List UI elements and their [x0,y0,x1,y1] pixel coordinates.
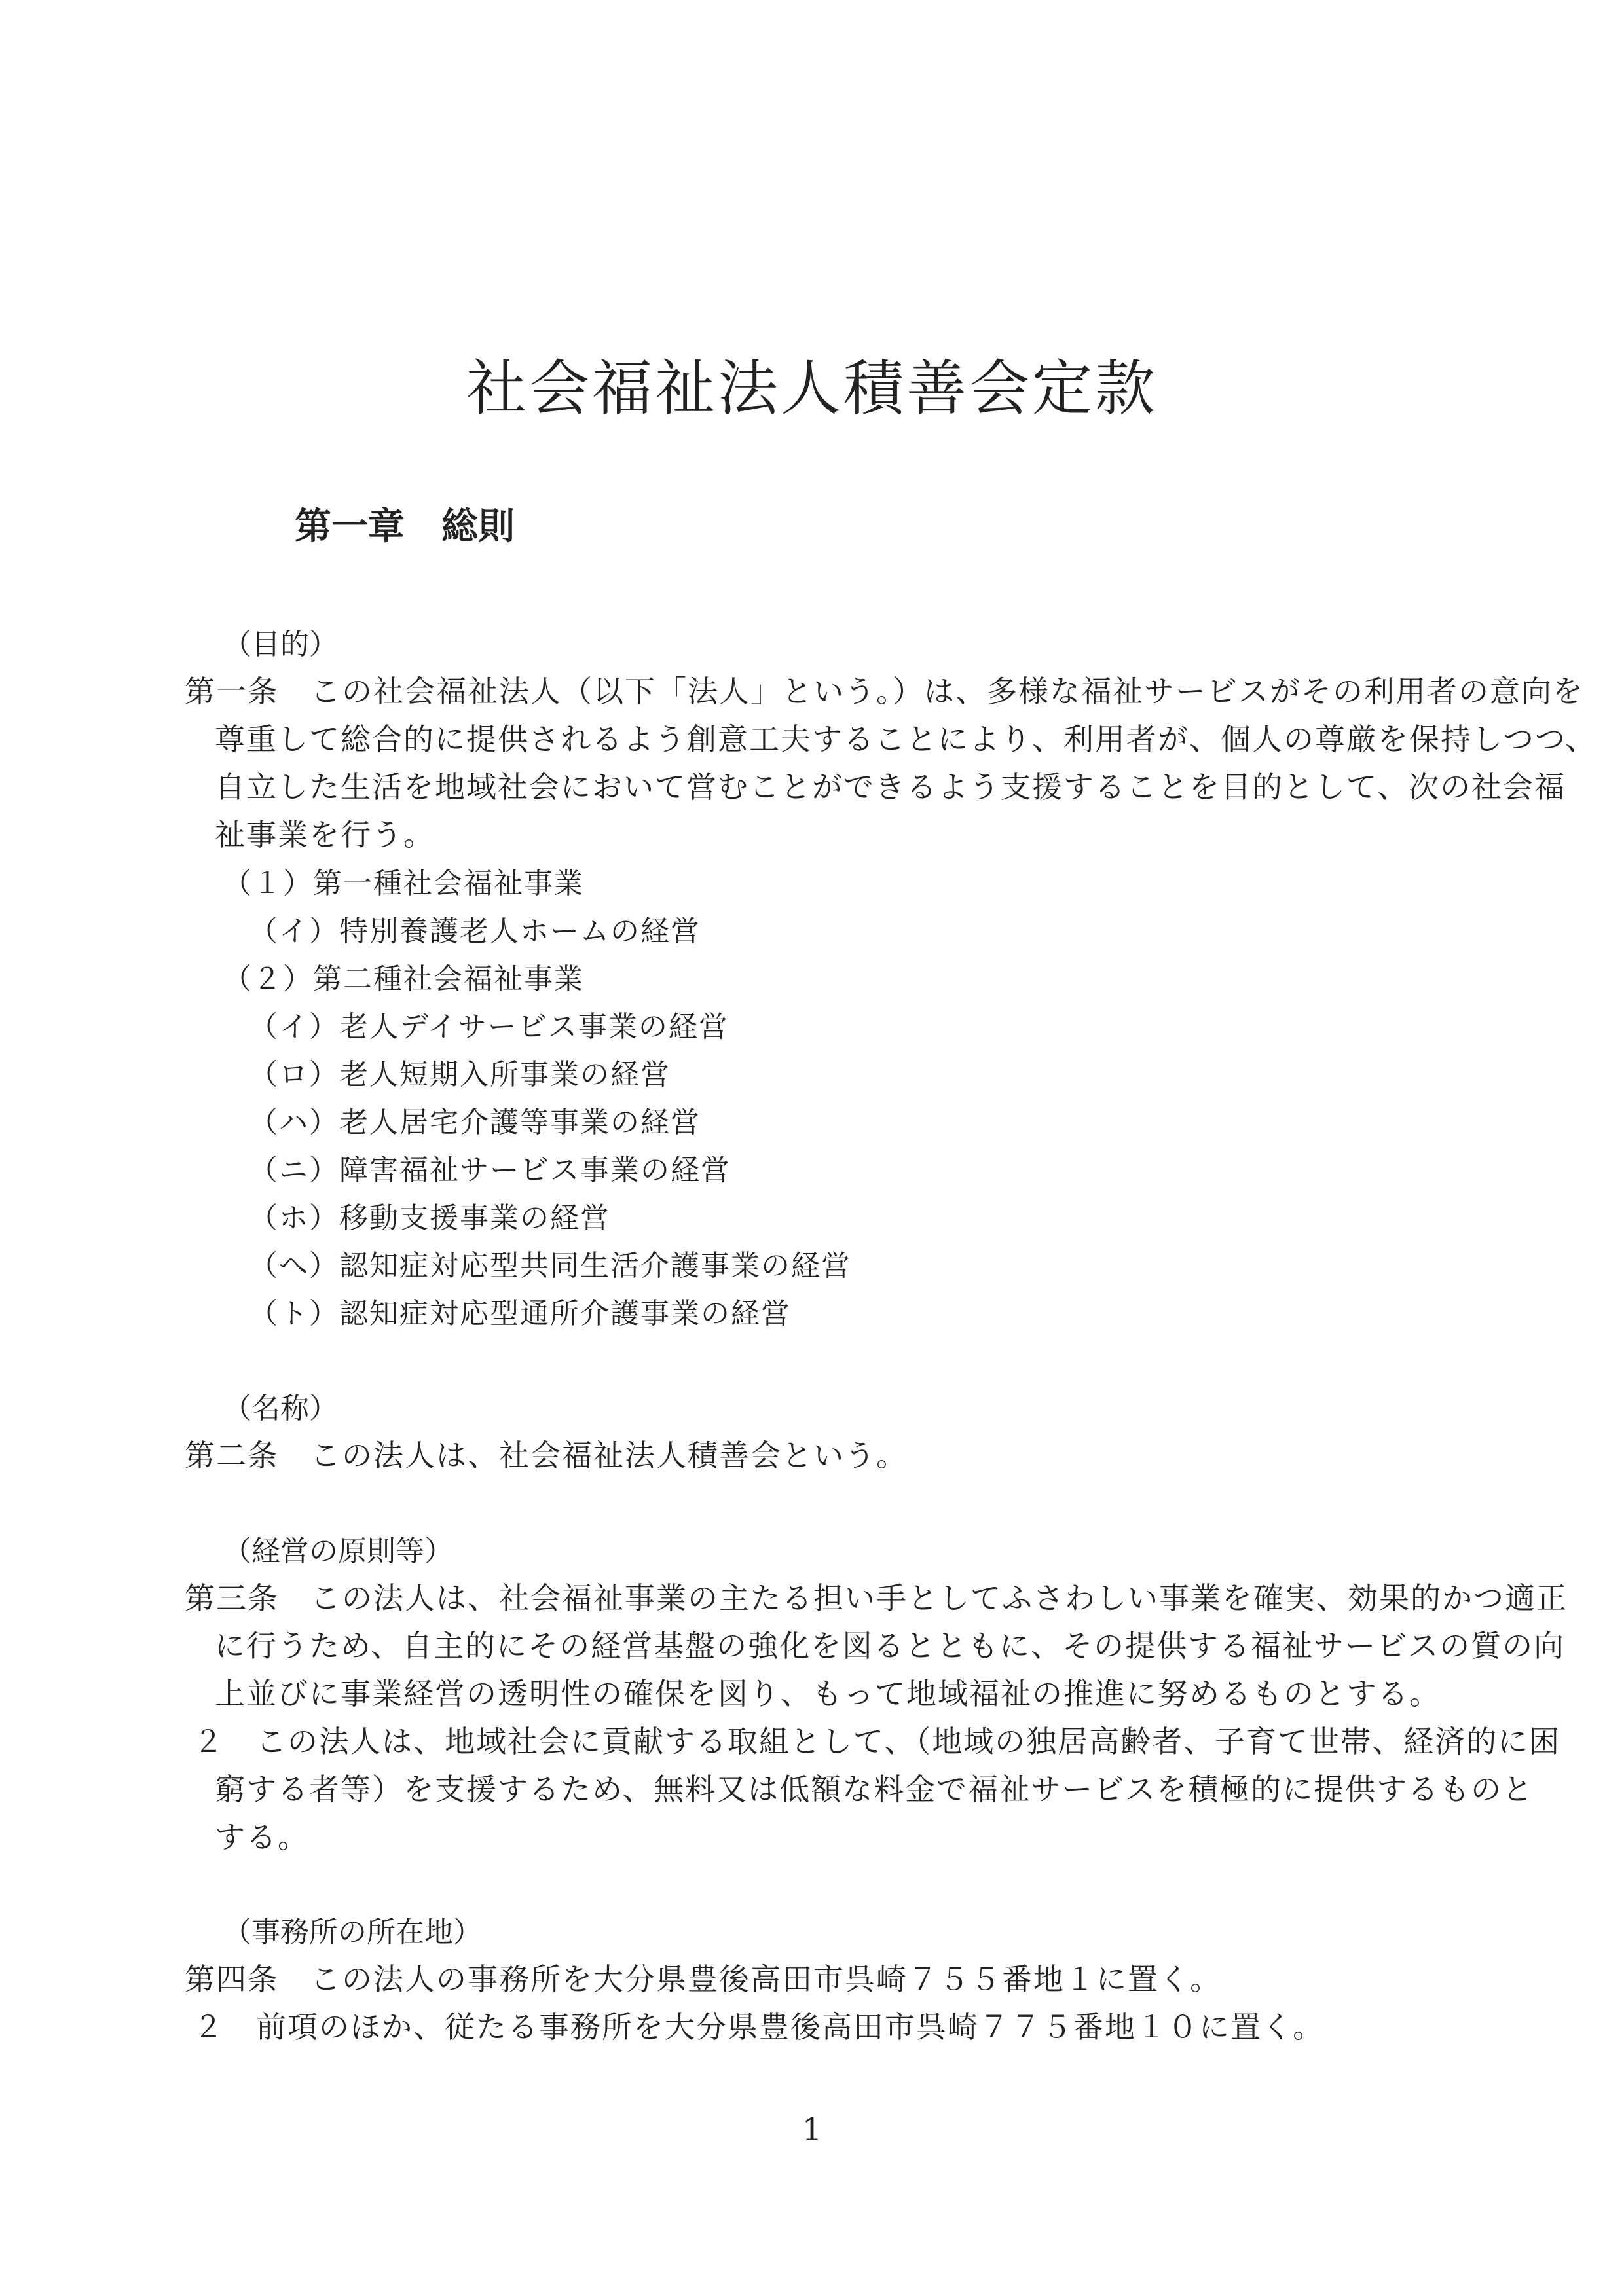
article2-caption: （名称） [223,1392,338,1425]
article4-line: ２ 前項のほか、従たる事務所を大分県豊後高田市呉崎７７５番地１０に置く。 [193,2009,1325,2045]
page-number: 1 [802,2111,822,2148]
article4-caption: （事務所の所在地） [223,1916,482,1949]
article1-item: （ロ）老人短期入所事業の経営 [249,1058,671,1091]
article4-line: 第四条 この法人の事務所を大分県豊後高田市呉崎７５５番地１に置く。 [185,1961,1222,1997]
document-title: 社会福祉法人積善会定款 [466,354,1158,424]
article1-caption: （目的） [223,628,338,661]
article1-item: （ト）認知症対応型通所介護事業の経営 [249,1297,791,1330]
article1-line: 祉事業を行う。 [215,817,435,852]
article3-line: 第三条 この法人は、社会福祉事業の主たる担い手としてふさわしい事業を確実、効果的かつ適正 [185,1580,1568,1616]
article1-item: （ニ）障害福祉サービス事業の経営 [249,1154,731,1187]
article3-paragraph2-line: する。 [215,1819,309,1855]
article1-line: 第一条 この社会福祉法人（以下「法人」という。）は、多様な福祉サービスがその利用者の意向を [185,674,1584,709]
article1-item: （イ）特別養護老人ホームの経営 [249,915,701,948]
article3-paragraph2-line: 窮する者等）を支援するため、無料又は低額な料金で福祉サービスを積極的に提供するものと [215,1772,1534,1807]
article1-item: （へ）認知症対応型共同生活介護事業の経営 [249,1249,851,1283]
article1-item: （２）第二種社会福祉事業 [223,962,584,996]
article2-text: 第二条 この法人は、社会福祉法人積善会という。 [185,1438,908,1473]
article1-item: （１）第一種社会福祉事業 [223,867,584,900]
article3-line: に行うため、自主的にその経営基盤の強化を図るとともに、その提供する福祉サービスの質の向 [215,1628,1566,1664]
article1-item: （ホ）移動支援事業の経営 [249,1201,610,1235]
article1-line: 尊重して総合的に提供されるよう創意工夫することにより、利用者が、個人の尊厳を保持しつつ、 [215,721,1597,757]
article1-line: 自立した生活を地域社会において営むことができるよう支援することを目的として、次の社会福 [215,769,1566,805]
article1-item: （イ）老人デイサービス事業の経営 [249,1010,729,1044]
article1-item: （ハ）老人居宅介護等事業の経営 [249,1106,701,1139]
article3-caption: （経営の原則等） [223,1535,453,1568]
article3-paragraph2-line: ２ この法人は、地域社会に貢献する取組として、（地域の独居高齢者、子育て世帯、経済的に困 [193,1724,1561,1759]
chapter-heading: 第一章 総則 [295,505,515,548]
article3-line: 上並びに事業経営の透明性の確保を図り、もって地域福祉の推進に努めるものとする。 [215,1676,1441,1711]
